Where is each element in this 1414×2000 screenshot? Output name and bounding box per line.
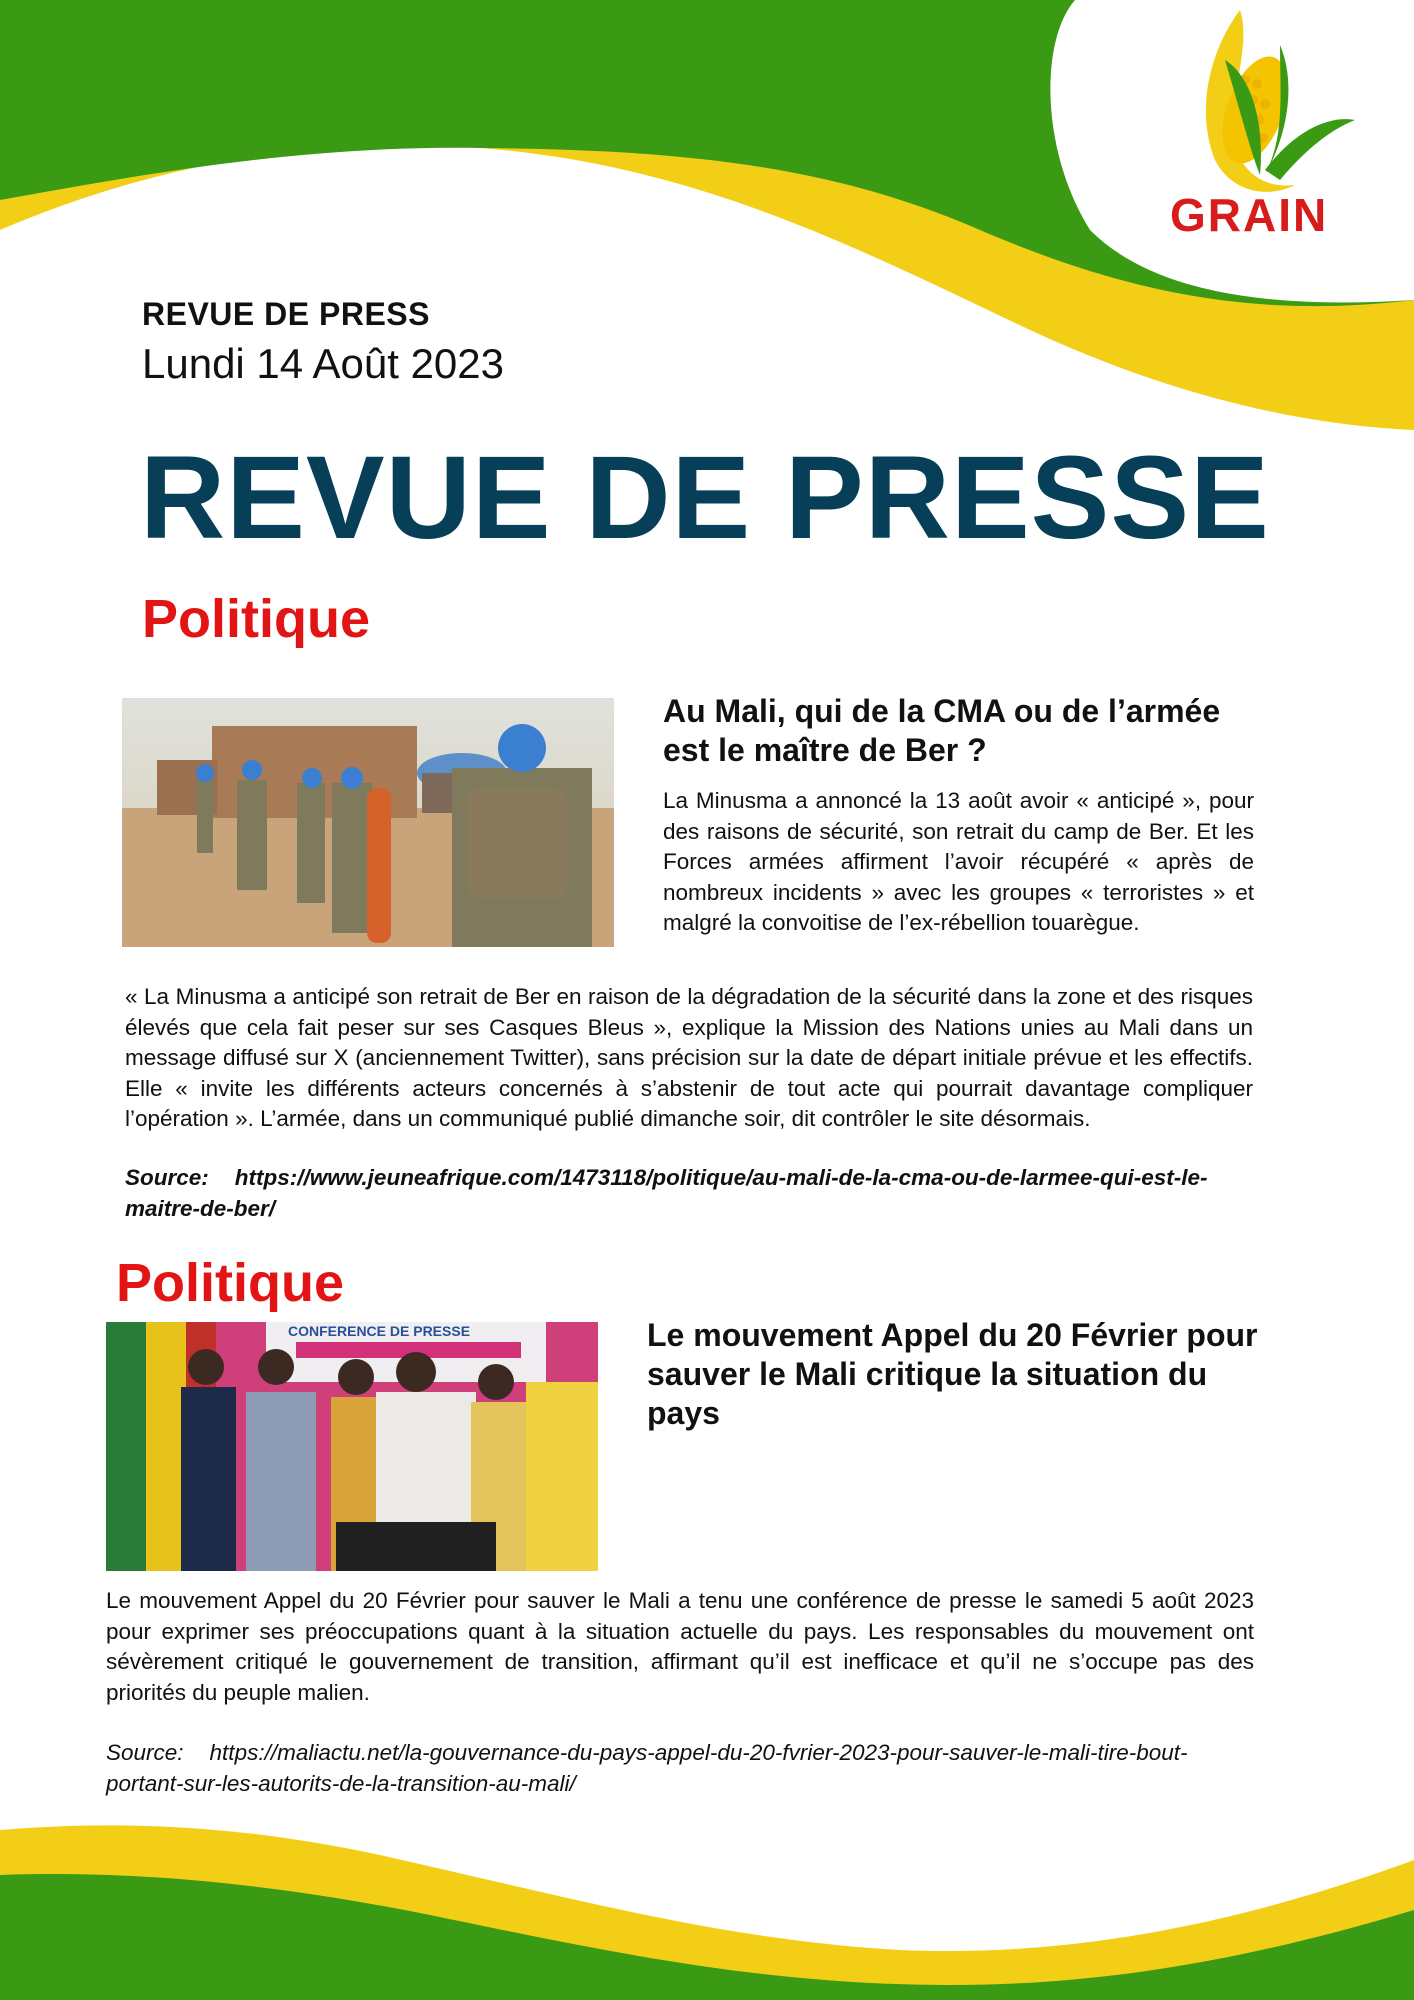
article-source [106,1738,1254,1799]
banner-text: CONFERENCE DE PRESSE [288,1323,471,1339]
section-label-politique: Politique [116,1253,344,1313]
page-title: REVUE DE PRESSE [140,432,1270,564]
section-label-politique: Politique [142,589,370,649]
source-label: Source: [125,1165,209,1190]
source-label: Source: [106,1740,184,1765]
bottom-wave-decoration [0,1800,1414,2000]
issue-date: Lundi 14 Août 2023 [142,340,505,387]
source-link[interactable]: https://www.jeuneafrique.com/1473118/politique/au-mali-de-la-cma-ou-de-larmee-qui-est-le-maitre-de-ber/ [125,1165,1208,1221]
article-title: Au Mali, qui de la CMA ou de l’armée est le maître de Ber ? [663,693,1221,768]
article-body: « La Minusma a anticipé son retrait de Ber en raison de la dégradation de la sécurité dans la zone et des risques élevés que cela fait peser sur ses Casques Bleus », explique la Mission des Nations unies au Mali dans un message diffusé sur X (anciennement Twitter), sans précision sur la date de départ initiale prévue et les effectifs. Elle « invite les différents acteurs concernés à s’abstenir de tout acte qui pourrait davantage compliquer l’opération ». L’armée, dans un communiqué publié dimanche soir, dit contrôler le site désormais. [125,984,1253,1131]
press-conference-photo [106,1322,598,1571]
article-lead: La Minusma a annoncé la 13 août avoir « anticipé », pour des raisons de sécurité, son retrait du camp de Ber. Et les Forces armées affirment l’avoir récupéré « après de nombreux incidents » avec les groupes « terroristes » et malgré la convoitise de l’ex-rébellion touarègue. [663,788,1254,935]
article-title: Le mouvement Appel du 20 Février pour sauver le Mali critique la situation du pays [647,1317,1258,1431]
article-source [125,1163,1253,1224]
source-link[interactable]: https://maliactu.net/la-gouvernance-du-pays-appel-du-20-fvrier-2023-pour-sauver-le-mali-tire-bout-portant-sur-les-autorits-de-la-transition-au-mali/ [106,1740,1188,1796]
article-body: Le mouvement Appel du 20 Février pour sauver le Mali a tenu une conférence de presse le samedi 5 août 2023 pour exprimer ses préoccupations quant à la situation actuelle du pays. Les responsables du mouvement ont sévèrement critiqué le gouvernement de transition, affirmant qu’il est inefficace et qu’il ne s’occupe pas des priorités du peuple malien. [106,1588,1254,1705]
brand-logo-text: GRAIN [1170,189,1329,241]
press-review-kicker: REVUE DE PRESS [142,296,430,332]
soldiers-photo [122,698,614,947]
